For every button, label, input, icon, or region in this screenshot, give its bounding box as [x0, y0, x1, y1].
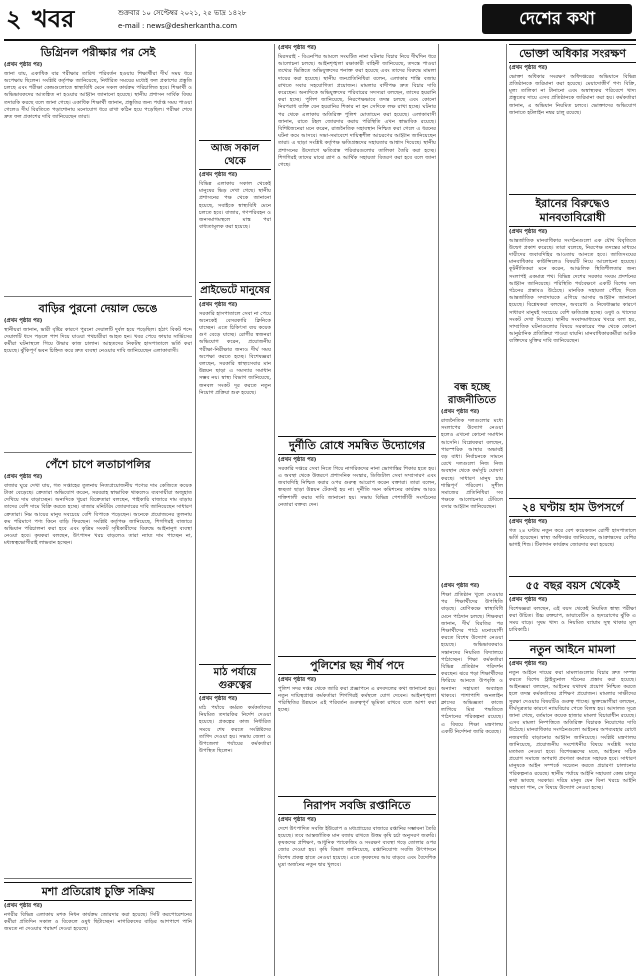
dateline: (প্রথম পৃষ্ঠার পর)	[4, 902, 43, 909]
article-body: সরকারি দপ্তরে সেবা নিতে গিয়ে নাগরিকদের নানা ভোগান্তির শিকার হতে হয়। এ অবস্থা থেকে উত্তরণে প্রশাসনিক সংস্কার, ডিজিটাল সেবা সম্প্রসারণ এবং জবাবদিহি নিশ্চিত করার ওপর গুরুত্ব আরোপ করেন বক্তারা। তারা বলেন, স্বচ্ছতা ছাড়া উন্নয়ন টেকসই হয় না। দুর্নীতি দমন কমিশনের কার্যক্রম আরও শক্তিশালী করার দাবি জানানো হয়। সভায় বিভিন্ন পেশাজীবী সংগঠনের নেতারা বক্তব্য দেন।	[278, 465, 436, 508]
article-body: নগরীর বিভিন্ন এলাকায় মশক নিধন কার্যক্রম জোরদার করা হয়েছে। সিটি করপোরেশনের কর্মীরা প্রতিদিন সকাল ও বিকেলে ওষুধ ছিটাচ্ছেন। নাগরিকদের বাড়ির আশপাশে পানি জমতে না দেওয়ার পরামর্শ দেওয়া হয়েছে।	[4, 911, 192, 933]
article-body: গত ২৪ ঘণ্টায় নতুন করে বেশ কয়েকজন রোগী হাসপাতালে ভর্তি হয়েছেন। স্বাস্থ্য অধিদপ্তর জানিয়েছে, আক্রান্তদের বেশির ভাগই শিশু। টিকাদান কার্যক্রম জোরদার করা হয়েছে।	[509, 527, 636, 549]
article-wall	[4, 300, 192, 450]
column-divider	[195, 44, 196, 976]
column-divider	[438, 44, 439, 976]
article-body: ভোক্তা অধিকার সংরক্ষণ অধিদপ্তরের অভিযানে বিভিন্ন প্রতিষ্ঠানকে জরিমানা করা হয়েছে। মেয়াদোত্তীর্ণ পণ্য বিক্রি, মূল্য তালিকা না টানানো এবং অস্বাস্থ্যকর পরিবেশে খাদ্য প্রস্তুতের দায়ে এসব প্রতিষ্ঠানকে জরিমানা করা হয়। কর্মকর্তারা জানান, এ অভিযান নিয়মিত চলবে। ভোক্তাদের অভিযোগ জানাতে হটলাইন নম্বর চালু রয়েছে।	[509, 73, 636, 116]
dateline: (প্রথম পৃষ্ঠার পর)	[509, 518, 548, 525]
article-exam	[4, 44, 192, 294]
dateline: (প্রথম পৃষ্ঠার পর)	[509, 228, 548, 235]
article-police	[278, 656, 436, 794]
article-body: জানা যায়, একাধিক বার পরীক্ষার তারিখ পরিবর্তন হওয়ায় শিক্ষার্থীরা দীর্ঘ সময় ধরে অপেক্ষায় ছিলেন। সংশ্লিষ্ট কর্তৃপক্ষ জানিয়েছে, নির্ধারিত সময়ের মধ্যেই ফল প্রকাশের প্রস্তুতি চলছে এবং পরীক্ষা কেন্দ্রগুলোতে স্বাস্থ্যবিধি মেনে সকল কার্যক্রম পরিচালিত হবে। শিক্ষার্থী ও অভিভাবকদের আতঙ্কিত না হওয়ার আহ্বান জানানো হয়েছে। স্থানীয় প্রশাসন সার্বিক বিষয় তদারকি করছে বলে জানা গেছে। একাধিক শিক্ষার্থী জানান, প্রস্তুতির জন্য পর্যাপ্ত সময় পাওয়া গেলেও দীর্ঘ বিরতিতে পড়াশোনায় মনোযোগ ধরে রাখা কঠিন হয়ে পড়েছিল। পরীক্ষা শেষে দ্রুত ফল প্রকাশের দাবি জানিয়েছেন তারা।	[4, 70, 192, 120]
dateline: (প্রথম পৃষ্ঠার পর)	[509, 660, 548, 667]
dateline: (প্রথম পৃষ্ঠার পর)	[441, 409, 480, 415]
headline: ২৪ ঘণ্টায় হাম উপসর্গে	[509, 498, 636, 517]
article-body: শিক্ষা প্রতিষ্ঠান খুলে দেওয়ার পর শিক্ষার্থীদের উপস্থিতি বাড়ছে। শ্রেণিকক্ষে স্বাস্থ্যবিধি মেনে পাঠদান চলছে। শিক্ষকরা জানান, দীর্ঘ বিরতির পর শিক্ষার্থীদের পাঠে মনোযোগী করতে বিশেষ উদ্যোগ নেওয়া হয়েছে। অভিভাবকরাও সন্তানদের নিয়মিত বিদ্যালয়ে পাঠাচ্ছেন। শিক্ষা কর্মকর্তারা বিভিন্ন প্রতিষ্ঠান পরিদর্শন করছেন। ঝরে পড়া শিক্ষার্থীদের ফিরিয়ে আনতে উপবৃত্তি ও অন্যান্য সহায়তা অব্যাহত থাকবে। পাশাপাশি অনলাইন ক্লাসের অভিজ্ঞতা কাজে লাগিয়ে মিশ্র পদ্ধতিতে পাঠদানের পরিকল্পনা রয়েছে। এ বিষয়ে শিক্ষা মন্ত্রণালয় একটি নির্দেশনা জারি করেছে।	[441, 592, 503, 735]
article-today	[199, 140, 271, 280]
headline: আজ সকাল থেকে	[199, 140, 271, 170]
article-body: দেশে উৎপাদিত সবজি ইউরোপ ও মধ্যপ্রাচ্যের বাজারে রপ্তানির সম্ভাবনা তৈরি হয়েছে। তবে আন্তর্জাতিক মান বজায় রাখতে উত্তম কৃষি চর্চা অনুসরণ জরুরি। কৃষকদের প্রশিক্ষণ, আধুনিক প্যাকেজিং ও সংরক্ষণ ব্যবস্থা গড়ে তোলার ওপর জোর দেওয়া হয়। কৃষি বিভাগ জানিয়েছে, রপ্তানিযোগ্য সবজি উৎপাদনে বিশেষ প্রকল্প হাতে নেওয়া হয়েছে। এতে কৃষকদের আয় বাড়বে এবং বৈদেশিক মুদ্রা অর্জনের নতুন দ্বার খুলবে।	[278, 825, 436, 868]
article-education	[441, 582, 503, 976]
headline: মশা প্রতিরোধ চুক্তি সক্রিয়	[4, 882, 192, 901]
article-main	[278, 44, 436, 434]
dateline: (প্রথম পৃষ্ঠার পর)	[278, 676, 317, 683]
article-field	[199, 664, 271, 976]
article-body: বাজার ঘুরে দেখা যায়, গত সপ্তাহের তুলনায় নিত্যপ্রয়োজনীয় পণ্যের দাম কেজিতে কয়েক টাকা বেড়েছে। ক্রেতারা অভিযোগ করেন, সরবরাহ স্বাভাবিক থাকলেও ব্যবসায়ীরা অজুহাত দেখিয়ে দাম বাড়াচ্ছেন। অন্যদিকে খুচরা বিক্রেতারা বলছেন, পাইকারি বাজারে দাম বাড়ায় তাদের বেশি দামে বিক্রি করতে হচ্ছে। বাজার মনিটরিং জোরদারের দাবি জানিয়েছেন সাধারণ ক্রেতারা। নিম্ন আয়ের মানুষ সবচেয়ে বেশি বিপাকে পড়েছেন। অনেকে প্রয়োজনের তুলনায় কম পরিমাণে পণ্য কিনে বাড়ি ফিরছেন। সংশ্লিষ্ট কর্তৃপক্ষ জানিয়েছে, শিগগিরই বাজারে অভিযান পরিচালনা করা হবে এবং কৃত্রিম সংকট সৃষ্টিকারীদের বিরুদ্ধে আইনানুগ ব্যবস্থা নেওয়া হবে। কৃষকরা বলছেন, উৎপাদন খরচ বাড়লেও তারা ন্যায্য দাম পাচ্ছেন না, মধ্যস্বত্বভোগীরাই লাভবান হচ্ছেন।	[4, 482, 192, 547]
headline: মাঠ পর্যায়ে গুরুত্বের	[199, 664, 271, 694]
section-name: খবর	[32, 4, 75, 33]
headline: ৫৫ বছর বয়স থেকেই	[509, 576, 636, 595]
article-rights	[441, 380, 503, 580]
page-number: ২	[6, 4, 22, 33]
dateline: (প্রথম পৃষ্ঠার পর)	[199, 301, 238, 308]
dateline: (প্রথম পৃষ্ঠার পর)	[4, 61, 43, 68]
article-dengue	[4, 882, 192, 976]
article-body: পুলিশ সদর দপ্তর থেকে জারি করা প্রজ্ঞাপনে এ রদবদলের কথা জানানো হয়। নতুন দায়িত্বপ্রাপ্ত কর্মকর্তারা শিগগিরই কর্মস্থলে যোগ দেবেন। আইনশৃঙ্খলা পরিস্থিতির উন্নয়নে এই পরিবর্তন গুরুত্বপূর্ণ ভূমিকা রাখবে বলে আশা করা হচ্ছে।	[278, 685, 436, 714]
headline: প্রাইভেটে মানুষের	[199, 282, 271, 300]
article-body: মাঠ পর্যায়ে কর্মরত কর্মকর্তাদের নিয়মিত তদারকির নির্দেশ দেওয়া হয়েছে। প্রকল্পের কাজ নির্ধারিত সময়ে শেষ করতে সংশ্লিষ্টদের তাগিদ দেওয়া হয়। সভায় জেলা ও উপজেলা পর্যায়ের কর্মকর্তারা উপস্থিত ছিলেন।	[199, 705, 271, 755]
headline: বন্ধ হচ্ছে রাজনীতিতে	[447, 382, 497, 406]
masthead	[4, 4, 636, 38]
headline: ইরানের বিরুদ্ধেও মানবতাবিরোধী	[509, 194, 636, 227]
article-primary	[199, 282, 271, 662]
article-body: রাজনৈতিক দলগুলোর মধ্যে সংলাপের উদ্যোগ নেওয়া হলেও এখনো কোনো সমাধান আসেনি। বিশ্লেষকরা বলছেন, পারস্পরিক আস্থার অভাবই বড় বাধা। নির্বাচনকে সামনে রেখে দলগুলো নিজ নিজ অবস্থান থেকে কর্মসূচি ঘোষণা করছে। সাধারণ মানুষ চায় শান্তিপূর্ণ পরিবেশ। সুশীল সমাজের প্রতিনিধিরা সব পক্ষকে আলোচনার টেবিলে বসার আহ্বান জানিয়েছেন।	[441, 418, 503, 511]
issue-date: শুক্রবার ১০ সেপ্টেম্বর ২০২১, ২৫ ভাদ্র ১৪২৮	[118, 9, 247, 17]
article-newlaw	[509, 640, 636, 976]
article-body: আন্তর্জাতিক মানবাধিকার সংগঠনগুলো এক যৌথ বিবৃতিতে উদ্বেগ প্রকাশ করেছে। তারা বলেছে, নিরপেক্ষ তদন্তের মাধ্যমে দায়ীদের জবাবদিহির আওতায় আনতে হবে। জাতিসংঘের মানবাধিকার কাউন্সিলেও বিষয়টি নিয়ে আলোচনা হয়েছে। কূটনীতিকরা মনে করেন, আঞ্চলিক স্থিতিশীলতার জন্য সংলাপই একমাত্র পথ। বিভিন্ন দেশের সরকার সংযম প্রদর্শনের আহ্বান জানিয়েছে। পরিস্থিতি পর্যবেক্ষণে একটি বিশেষ দল গঠনের প্রস্তাবও উঠেছে। মানবিক সহায়তা পৌঁছে দিতে আন্তর্জাতিক সম্প্রদায়কে এগিয়ে আসার আহ্বান জানানো হয়েছে। বিশ্লেষকরা বলছেন, অবরোধ ও নিষেধাজ্ঞার কারণে সাধারণ মানুষই সবচেয়ে বেশি ক্ষতিগ্রস্ত হচ্ছে। ওষুধ ও খাদ্যের সংকট দেখা দিয়েছে। স্থানীয় সংবাদমাধ্যমের খবরে বলা হয়, সাম্প্রতিক ঘটনাগুলোর বিষয়ে সরকারের পক্ষ থেকে কোনো আনুষ্ঠানিক প্রতিক্রিয়া পাওয়া যায়নি। মানবাধিকারকর্মীরা আটক ব্যক্তিদের মুক্তির দাবি জানিয়েছেন।	[509, 237, 636, 345]
article-body: বিশেষজ্ঞরা বলছেন, এই বয়স থেকেই নিয়মিত স্বাস্থ্য পরীক্ষা করা উচিত। উচ্চ রক্তচাপ, ডায়াবেটিস ও হৃদরোগের ঝুঁকি এ সময় বাড়ে। সুষম খাদ্য ও নিয়মিত ব্যায়াম সুস্থ থাকার মূল চাবিকাঠি।	[509, 605, 636, 634]
dateline: (প্রথম পৃষ্ঠার পর)	[509, 64, 548, 71]
article-body: মিরসরাই - বিএনপির আমলে সংঘটিত নানা ঘটনার বিচার নিয়ে দীর্ঘদিন ধরে আলোচনা চলছে। আইনশৃঙ্খলা রক্ষাকারী বাহিনী জানিয়েছে, তদন্তে পাওয়া তথ্যের ভিত্তিতে অভিযুক্তদের শনাক্ত করা হয়েছে এবং তাদের বিরুদ্ধে মামলা দায়ের করা হয়েছে। স্থানীয় জনপ্রতিনিধিরা বলেন, এলাকার শান্তি বজায় রাখতে সবার সহযোগিতা প্রয়োজন। মামলার বাদীপক্ষ দ্রুত বিচার দাবি করেছেন। অন্যদিকে অভিযুক্তদের পরিবারের সদস্যরা বলছেন, তাদের হয়রানি করা হচ্ছে। পুলিশ জানিয়েছে, নিরপেক্ষভাবে তদন্ত চলছে এবং কোনো নিরপরাধ ব্যক্তি যেন হয়রানির শিকার না হন সেদিকে লক্ষ রাখা হচ্ছে। ঘটনার পর থেকে এলাকায় অতিরিক্ত পুলিশ মোতায়েন করা হয়েছে। এলাকাবাসী জানান, রাতে টহল জোরদার করায় পরিস্থিতি এখন স্বাভাবিক রয়েছে। বিশিষ্টজনেরা মনে করেন, রাজনৈতিক সহাবস্থান নিশ্চিত করা গেলে এ ধরনের ঘটনা কমে আসবে। সভা-সমাবেশে দায়িত্বশীল আচরণের আহ্বান জানিয়েছেন তারা। এ ছাড়া সংশ্লিষ্ট কর্তৃপক্ষ ক্ষতিগ্রস্তদের সহায়তার আশ্বাস দিয়েছে। স্থানীয় প্রশাসনের উদ্যোগে ক্ষতিগ্রস্ত পরিবারগুলোর তালিকা তৈরি করা হচ্ছে। শিগগিরই তাদের মাঝে ত্রাণ ও আর্থিক সহায়তা বিতরণ করা হবে বলে জানা গেছে।	[278, 54, 436, 169]
headline: ভোক্তা অধিকার সংরক্ষণ	[509, 44, 636, 63]
headline: পুলিশের ছয় শীর্ষ পদে	[278, 656, 436, 675]
email-address[interactable]: e-mail : news@desherkantha.com	[118, 22, 238, 30]
dateline: (প্রথম পৃষ্ঠার পর)	[4, 317, 43, 324]
masthead-divider	[4, 39, 636, 41]
dateline: (প্রথম পৃষ্ঠার পর)	[441, 583, 480, 589]
dateline: (প্রথম পৃষ্ঠার পর)	[4, 473, 43, 480]
headline: ডিগ্রিনল পরীক্ষার পর সেই	[40, 46, 156, 59]
divider	[4, 878, 192, 879]
newspaper-logo: দেশের কথা	[482, 4, 632, 34]
headline: বাড়ির পুরনো দেয়াল ভেঙে	[38, 302, 158, 315]
divider	[4, 452, 192, 453]
headline: নতুন আইনে মামলা	[509, 640, 636, 659]
dateline: (প্রথম পৃষ্ঠার পর)	[199, 172, 238, 178]
dateline: (প্রথম পৃষ্ঠার পর)	[509, 596, 548, 603]
article-foreign	[509, 194, 636, 496]
article-body: বিভিন্ন এলাকায় সকাল থেকেই মানুষের ভিড় দেখা গেছে। স্থানীয় প্রশাসনের পক্ষ থেকে জানানো হয়েছে, সবাইকে স্বাস্থ্যবিধি মেনে চলতে হবে। বাজার, গণপরিবহন ও জনসমাগমস্থলে মাস্ক পরা বাধ্যতামূলক করা হয়েছে।	[199, 181, 271, 231]
article-body: নতুন আইনে দায়ের করা মামলাগুলোর বিচার দ্রুত সম্পন্ন করতে বিশেষ ট্রাইব্যুনাল গঠনের প্রস্তাব করা হয়েছে। আইনজ্ঞরা বলছেন, আইনের যথাযথ প্রয়োগ নিশ্চিত করতে হলে তদন্ত কর্মকর্তাদের প্রশিক্ষণ প্রয়োজন। মামলার সাক্ষীদের সুরক্ষা দেওয়ার বিষয়টিও গুরুত্ব পাচ্ছে। ভুক্তভোগীরা বলছেন, দীর্ঘসূত্রতার কারণে ন্যায়বিচার পেতে বিলম্ব হয়। আদালত সূত্রে জানা গেছে, বর্তমানে কয়েক হাজার মামলা বিচারাধীন রয়েছে। এসব মামলা নিষ্পত্তিতে অতিরিক্ত বিচারক নিয়োগের দাবি উঠেছে। মানবাধিকার সংগঠনগুলো আইনের অপব্যবহার রোধে নজরদারি বাড়ানোর আহ্বান জানিয়েছে। সংশ্লিষ্ট মন্ত্রণালয় জানিয়েছে, প্রয়োজনীয় সংশোধনীর বিষয়ে সংশ্লিষ্ট সবার মতামত নেওয়া হবে। বিশেষজ্ঞদের মতে, আইনের সঠিক প্রয়োগ সমাজে অপরাধ প্রবণতা কমাতে সহায়ক হবে। সাধারণ মানুষকে আইন সম্পর্কে সচেতন করতে প্রচারণা চালানোর পরিকল্পনাও রয়েছে। স্থানীয় পর্যায়ে আইনি সহায়তা কেন্দ্র চালুর কথা ভাবছে সরকার। দরিদ্র মানুষ যেন বিনা খরচে আইনি সহায়তা পান, সে বিষয়ে উদ্যোগ নেওয়া হচ্ছে।	[509, 669, 636, 791]
article-body: স্থানীয়রা জানান, ভারী বৃষ্টির কারণে পুরনো দেয়ালটি দুর্বল হয়ে পড়েছিল। হঠাৎ বিকট শব্দে দেয়ালটি ধসে পড়লে পাশ দিয়ে যাওয়া পথচারীরা আহত হন। খবর পেয়ে ফায়ার সার্ভিসের কর্মীরা ঘটনাস্থলে গিয়ে উদ্ধার কাজ চালান। আহতদের নিকটস্থ হাসপাতালে ভর্তি করা হয়েছে। ঝুঁকিপূর্ণ ভবন চিহ্নিত করে দ্রুত ব্যবস্থা নেওয়ার দাবি জানিয়েছেন এলাকাবাসী।	[4, 326, 192, 355]
article-body: সরকারি হাসপাতালে সেবা না পেয়ে অনেকেই বেসরকারি ক্লিনিকে যাচ্ছেন। এতে চিকিৎসা ব্যয় কয়েক গুণ বেড়ে যাচ্ছে। রোগীর স্বজনরা অভিযোগ করেন, প্রয়োজনীয় পরীক্ষা-নিরীক্ষার জন্যও দীর্ঘ সময় অপেক্ষা করতে হচ্ছে। বিশেষজ্ঞরা বলছেন, সরকারি স্বাস্থ্যসেবার মান উন্নয়ন ছাড়া এ সমস্যার সমাধান সম্ভব নয়। স্বাস্থ্য বিভাগ জানিয়েছে, জনবল সংকট দূর করতে নতুন নিয়োগ প্রক্রিয়া শুরু হয়েছে।	[199, 310, 271, 396]
dateline: (প্রথম পৃষ্ঠার পর)	[278, 45, 317, 51]
headline: পেঁশে চাপে লতাচাপলির	[45, 458, 151, 471]
article-vote	[509, 44, 636, 192]
article-years55	[509, 576, 636, 638]
divider	[4, 296, 192, 297]
column-divider	[274, 44, 275, 976]
headline: দুর্নীতি রোধে সমন্বিত উদ্যোগের	[278, 436, 436, 455]
article-protest	[278, 436, 436, 654]
article-price	[4, 456, 192, 876]
article-hours24	[509, 498, 636, 574]
dateline: (প্রথম পৃষ্ঠার পর)	[278, 816, 317, 823]
dateline: (প্রথম পৃষ্ঠার পর)	[278, 456, 317, 463]
headline: নিরাপদ সবজি রপ্তানিতে	[278, 796, 436, 815]
article-safety	[278, 796, 436, 976]
column-divider	[506, 44, 507, 976]
dateline: (প্রথম পৃষ্ঠার পর)	[199, 696, 238, 702]
